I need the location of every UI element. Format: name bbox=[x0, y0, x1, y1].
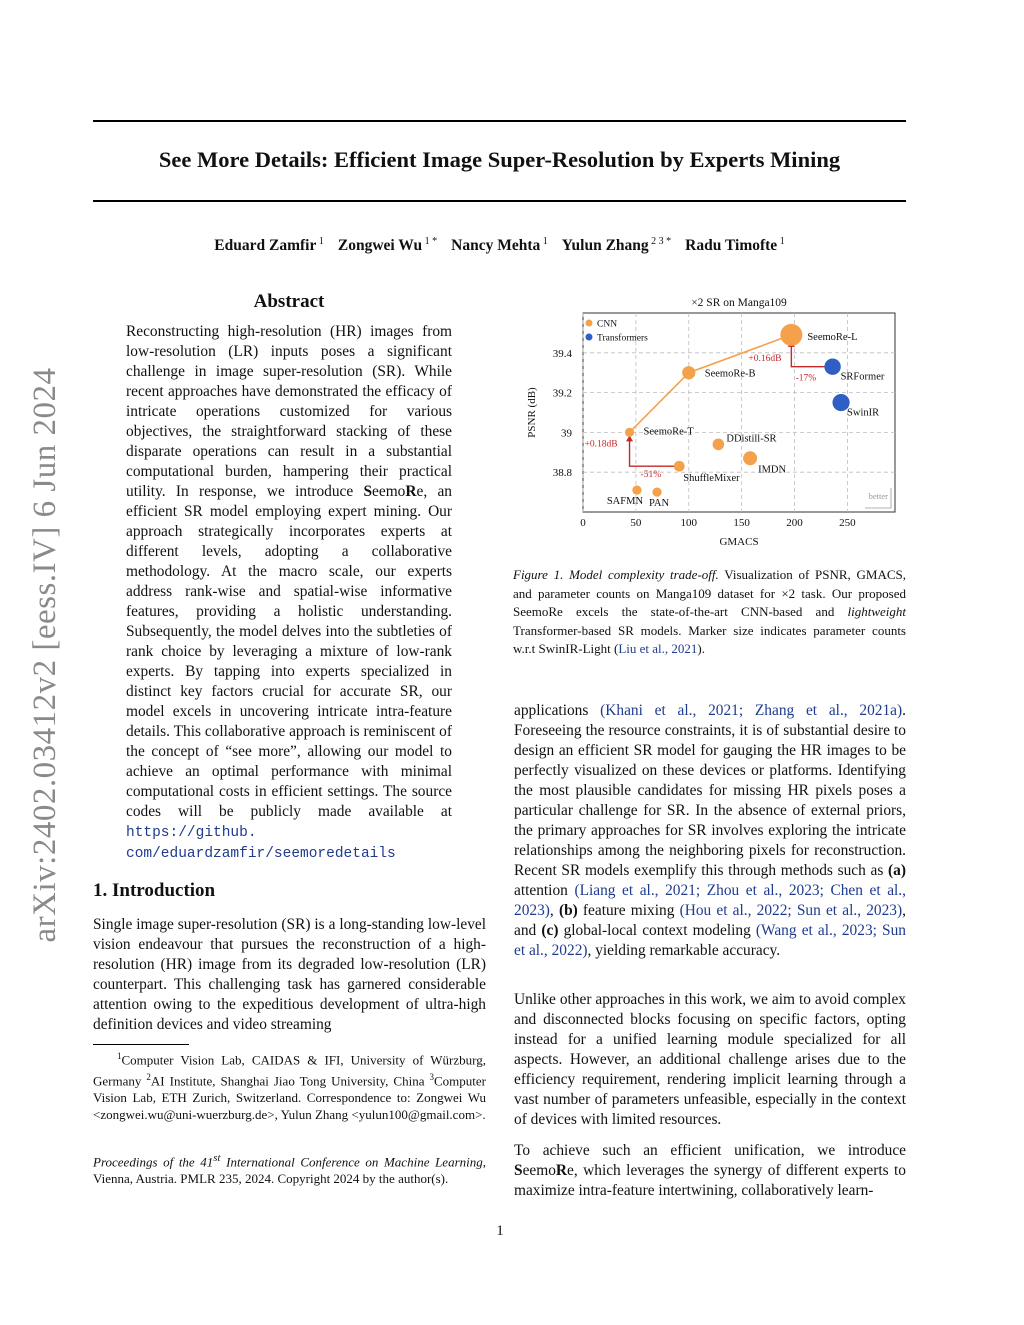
author-affiliation: 1 bbox=[540, 236, 548, 247]
text-run: feature mixing bbox=[577, 902, 680, 919]
text-run: applications bbox=[514, 702, 601, 719]
data-point-srformer bbox=[824, 359, 840, 375]
data-point-pan bbox=[652, 488, 661, 497]
delta-annotation: +0.18dB bbox=[584, 439, 618, 450]
point-label: SeemoRe-T bbox=[643, 426, 694, 438]
paper-title: See More Details: Efficient Image Super-Resolution by Experts Mining bbox=[158, 147, 841, 172]
x-tick-label: 250 bbox=[839, 517, 856, 529]
data-point-seemore-t bbox=[625, 428, 634, 437]
x-tick-label: 0 bbox=[580, 517, 586, 529]
x-tick-label: 100 bbox=[680, 517, 698, 529]
point-label: PAN bbox=[649, 498, 670, 510]
code-link-continued[interactable]: com/eduardzamfir/seemoredetails bbox=[126, 846, 396, 862]
author-name: Yulun Zhang $^{2 3 *}$ bbox=[561, 236, 672, 255]
data-point-safmn bbox=[632, 486, 641, 495]
chart-title: ×2 SR on Manga109 bbox=[691, 297, 787, 309]
delta-annotation: -17% bbox=[795, 373, 817, 384]
title-top-rule bbox=[93, 120, 906, 122]
author-affiliation: 1 bbox=[316, 236, 324, 247]
affiliation-footnote: $^1$Computer Vision Lab, CAIDAS & IFI, University of Würzburg, Germany $^2$AI Institute, Shanghai Jiao Tong University, China $^3$Computer Vision Lab, ETH Zurich, Switzerland. Correspondence to: Zongwei Wu <zongwei.wu@uni-wuerzburg.de>, Yulun Zhang <yulun100@gmail.com>. bbox=[93, 1051, 486, 1123]
abstract-heading: Abstract bbox=[253, 291, 325, 312]
text-run: global-local context modeling bbox=[558, 922, 756, 939]
point-label: SRFormer bbox=[840, 371, 885, 383]
author-name: Radu Timofte $^1$ bbox=[685, 236, 785, 255]
introduction-body: Single image super-resolution (SR) is a long-standing low-level vision endeavour that pursues the reconstruction of a high-resolution (HR) image from its degraded low-resolution (LR) counterpart. This challenging task has garnered considerable attention owing to the expeditious development of ultra-high definition devices and video streaming bbox=[93, 916, 486, 1033]
data-point-seemore-b bbox=[682, 366, 695, 379]
legend-transformer-label: Transformers bbox=[597, 333, 648, 344]
text-run: (a) bbox=[888, 862, 906, 879]
data-point-imdn bbox=[743, 451, 757, 465]
author-list bbox=[93, 236, 906, 255]
point-label: SAFMN bbox=[606, 496, 644, 508]
code-link[interactable]: https://github. bbox=[126, 825, 257, 841]
right-paragraph-3: To achieve such an efficient unification, we introduce SeemoRe, which leverages the synergy of different experts to maximize intra-feature intertwining, collaboratively learn- bbox=[514, 1142, 906, 1199]
legend-transformer-marker bbox=[586, 334, 593, 341]
footnote-rule bbox=[93, 1044, 189, 1045]
text-run: , and bbox=[514, 902, 906, 939]
author-affiliation: 1 * bbox=[422, 236, 438, 247]
right-paragraph-1 bbox=[514, 701, 906, 961]
author-name: Zongwei Wu $^{1 *}$ bbox=[337, 236, 438, 255]
introduction-heading: 1. Introduction bbox=[93, 880, 216, 901]
data-point-seemore-l bbox=[780, 324, 802, 346]
caption-citation[interactable]: Liu et al., 2021 bbox=[618, 641, 698, 656]
x-tick-label: 150 bbox=[733, 517, 750, 529]
y-tick-label: 39 bbox=[561, 427, 572, 440]
seemore-trend-line bbox=[630, 335, 792, 433]
x-tick-label: 200 bbox=[786, 517, 803, 529]
data-point-ddistill-sr bbox=[713, 439, 725, 451]
x-tick-label: 50 bbox=[630, 517, 642, 529]
delta-arrow-small bbox=[630, 437, 680, 466]
citation-link[interactable]: (Hou et al., 2022; Sun et al., 2023) bbox=[679, 902, 903, 919]
author-name: Eduard Zamfir $^1$ bbox=[214, 236, 324, 255]
y-tick-label: 38.8 bbox=[552, 467, 572, 480]
text-run: attention bbox=[514, 882, 575, 899]
better-note: better bbox=[868, 491, 888, 501]
text-run: (b) bbox=[558, 902, 578, 919]
figure-caption: Figure 1. Model complexity trade-off. Visualization of PSNR, GMACS, and parameter counts on Manga109 dataset for ×2 task. Our proposed SeemoRe excels the state-of-the-art CNN-based and lightweight Transformer-based SR models. Marker size indicates parameter counts w.r.t SwinIR-Light (Liu et al., 2021). bbox=[513, 567, 906, 656]
y-tick-label: 39.2 bbox=[552, 387, 572, 400]
author-name: Nancy Mehta $^1$ bbox=[451, 236, 548, 255]
point-label: DDistill-SR bbox=[726, 433, 777, 445]
x-axis-label: GMACS bbox=[719, 536, 759, 548]
point-label: ShuffleMixer bbox=[683, 473, 740, 485]
right-paragraph-2: Unlike other approaches in this work, we aim to avoid complex and disconnected blocks focusing on specific factors, opting instead for a unified learning module specialized for all aspects. However, an additional challenge arises due to the efficiency requirement, rendering implicit learning through a vast number of parameters unfeasible, especially in the context of devices with limited resources. bbox=[514, 991, 906, 1128]
proceedings-note: Proceedings of the 41st International Conference on Machine Learning, Vienna, Austria. PMLR 235, 2024. Copyright 2024 by the author(s). bbox=[93, 1152, 486, 1187]
point-label: SwinIR bbox=[847, 407, 880, 419]
text-run: (c) bbox=[541, 922, 559, 939]
text-run: . Foreseeing the resource constraints, it is of substantial desire to design an efficient SR model for gauging the HR images to be perfectly visualized on these devices or platforms. Identifying the most plausible candidates for missing HR pixels poses a particular challenge for SR. In the absence of external priors, the primary approaches for SR involves exploring the intricate relationships among the neighboring pixels for reconstruction. Recent SR models exemplify this through methods such as bbox=[514, 702, 907, 879]
legend-cnn-label: CNN bbox=[597, 319, 618, 330]
author-affiliation: 1 bbox=[777, 236, 785, 247]
delta-annotation: +0.16dB bbox=[748, 353, 782, 364]
figure-1-chart bbox=[513, 292, 906, 554]
point-label: SeemoRe-L bbox=[807, 331, 858, 343]
data-point-shufflemixer bbox=[674, 461, 685, 472]
point-label: SeemoRe-B bbox=[704, 368, 756, 380]
citation-link[interactable]: (Wang et al., 2023; Sun et al., 2022) bbox=[514, 922, 906, 959]
page-number: 1 bbox=[496, 1223, 504, 1239]
citation-link[interactable]: (Khani et al., 2021; Zhang et al., 2021a) bbox=[600, 702, 903, 719]
author-affiliation: 2 3 * bbox=[648, 236, 672, 247]
y-axis-label: PSNR (dB) bbox=[526, 387, 538, 438]
y-tick-label: 39.4 bbox=[552, 347, 572, 360]
citation-link[interactable]: (Liang et al., 2021; Zhou et al., 2023; Chen et al., 2023) bbox=[514, 882, 906, 919]
scatter-plot bbox=[513, 292, 906, 554]
title-bottom-rule bbox=[93, 200, 906, 202]
text-run: , yielding remarkable accuracy. bbox=[587, 942, 781, 959]
text-run: , bbox=[549, 902, 559, 919]
abstract-body: Reconstructing high-resolution (HR) images from low-resolution (LR) inputs poses a significant challenge in image super-resolution (SR). While recent approaches have demonstrated the efficacy of intricate operations customized for various objectives, the straightforward stacking of these disparate operations can result in a substantial computational burden, hampering their practical utility. In response, we introduce SeemoRe, an efficient SR model employing expert mining. Our approach strategically incorporates experts at different levels, adopting a collaborative methodology. At the macro scale, our experts address rank-wise and spatial-wise informative features, providing a holistic understanding. Subsequently, the model delves into the subtleties of rank choice by leveraging a mixture of low-rank experts. By tapping into experts specialized in distinct key factors crucial for accurate SR, our model excels in uncovering intricate intra-feature details. This collaborative approach is reminiscent of the concept of “see more”, allowing our model to achieve an optimal performance with minimal computational costs in efficient settings. The source codes will be publicly made available at https://github. com/eduardzamfir/seemoredetails bbox=[126, 323, 452, 862]
delta-annotation: -51% bbox=[640, 470, 662, 481]
point-label: IMDN bbox=[758, 464, 787, 476]
legend-cnn-marker bbox=[586, 320, 593, 327]
arxiv-identifier: arXiv:2402.03412v2 [eess.IV] 6 Jun 2024 bbox=[27, 367, 63, 943]
